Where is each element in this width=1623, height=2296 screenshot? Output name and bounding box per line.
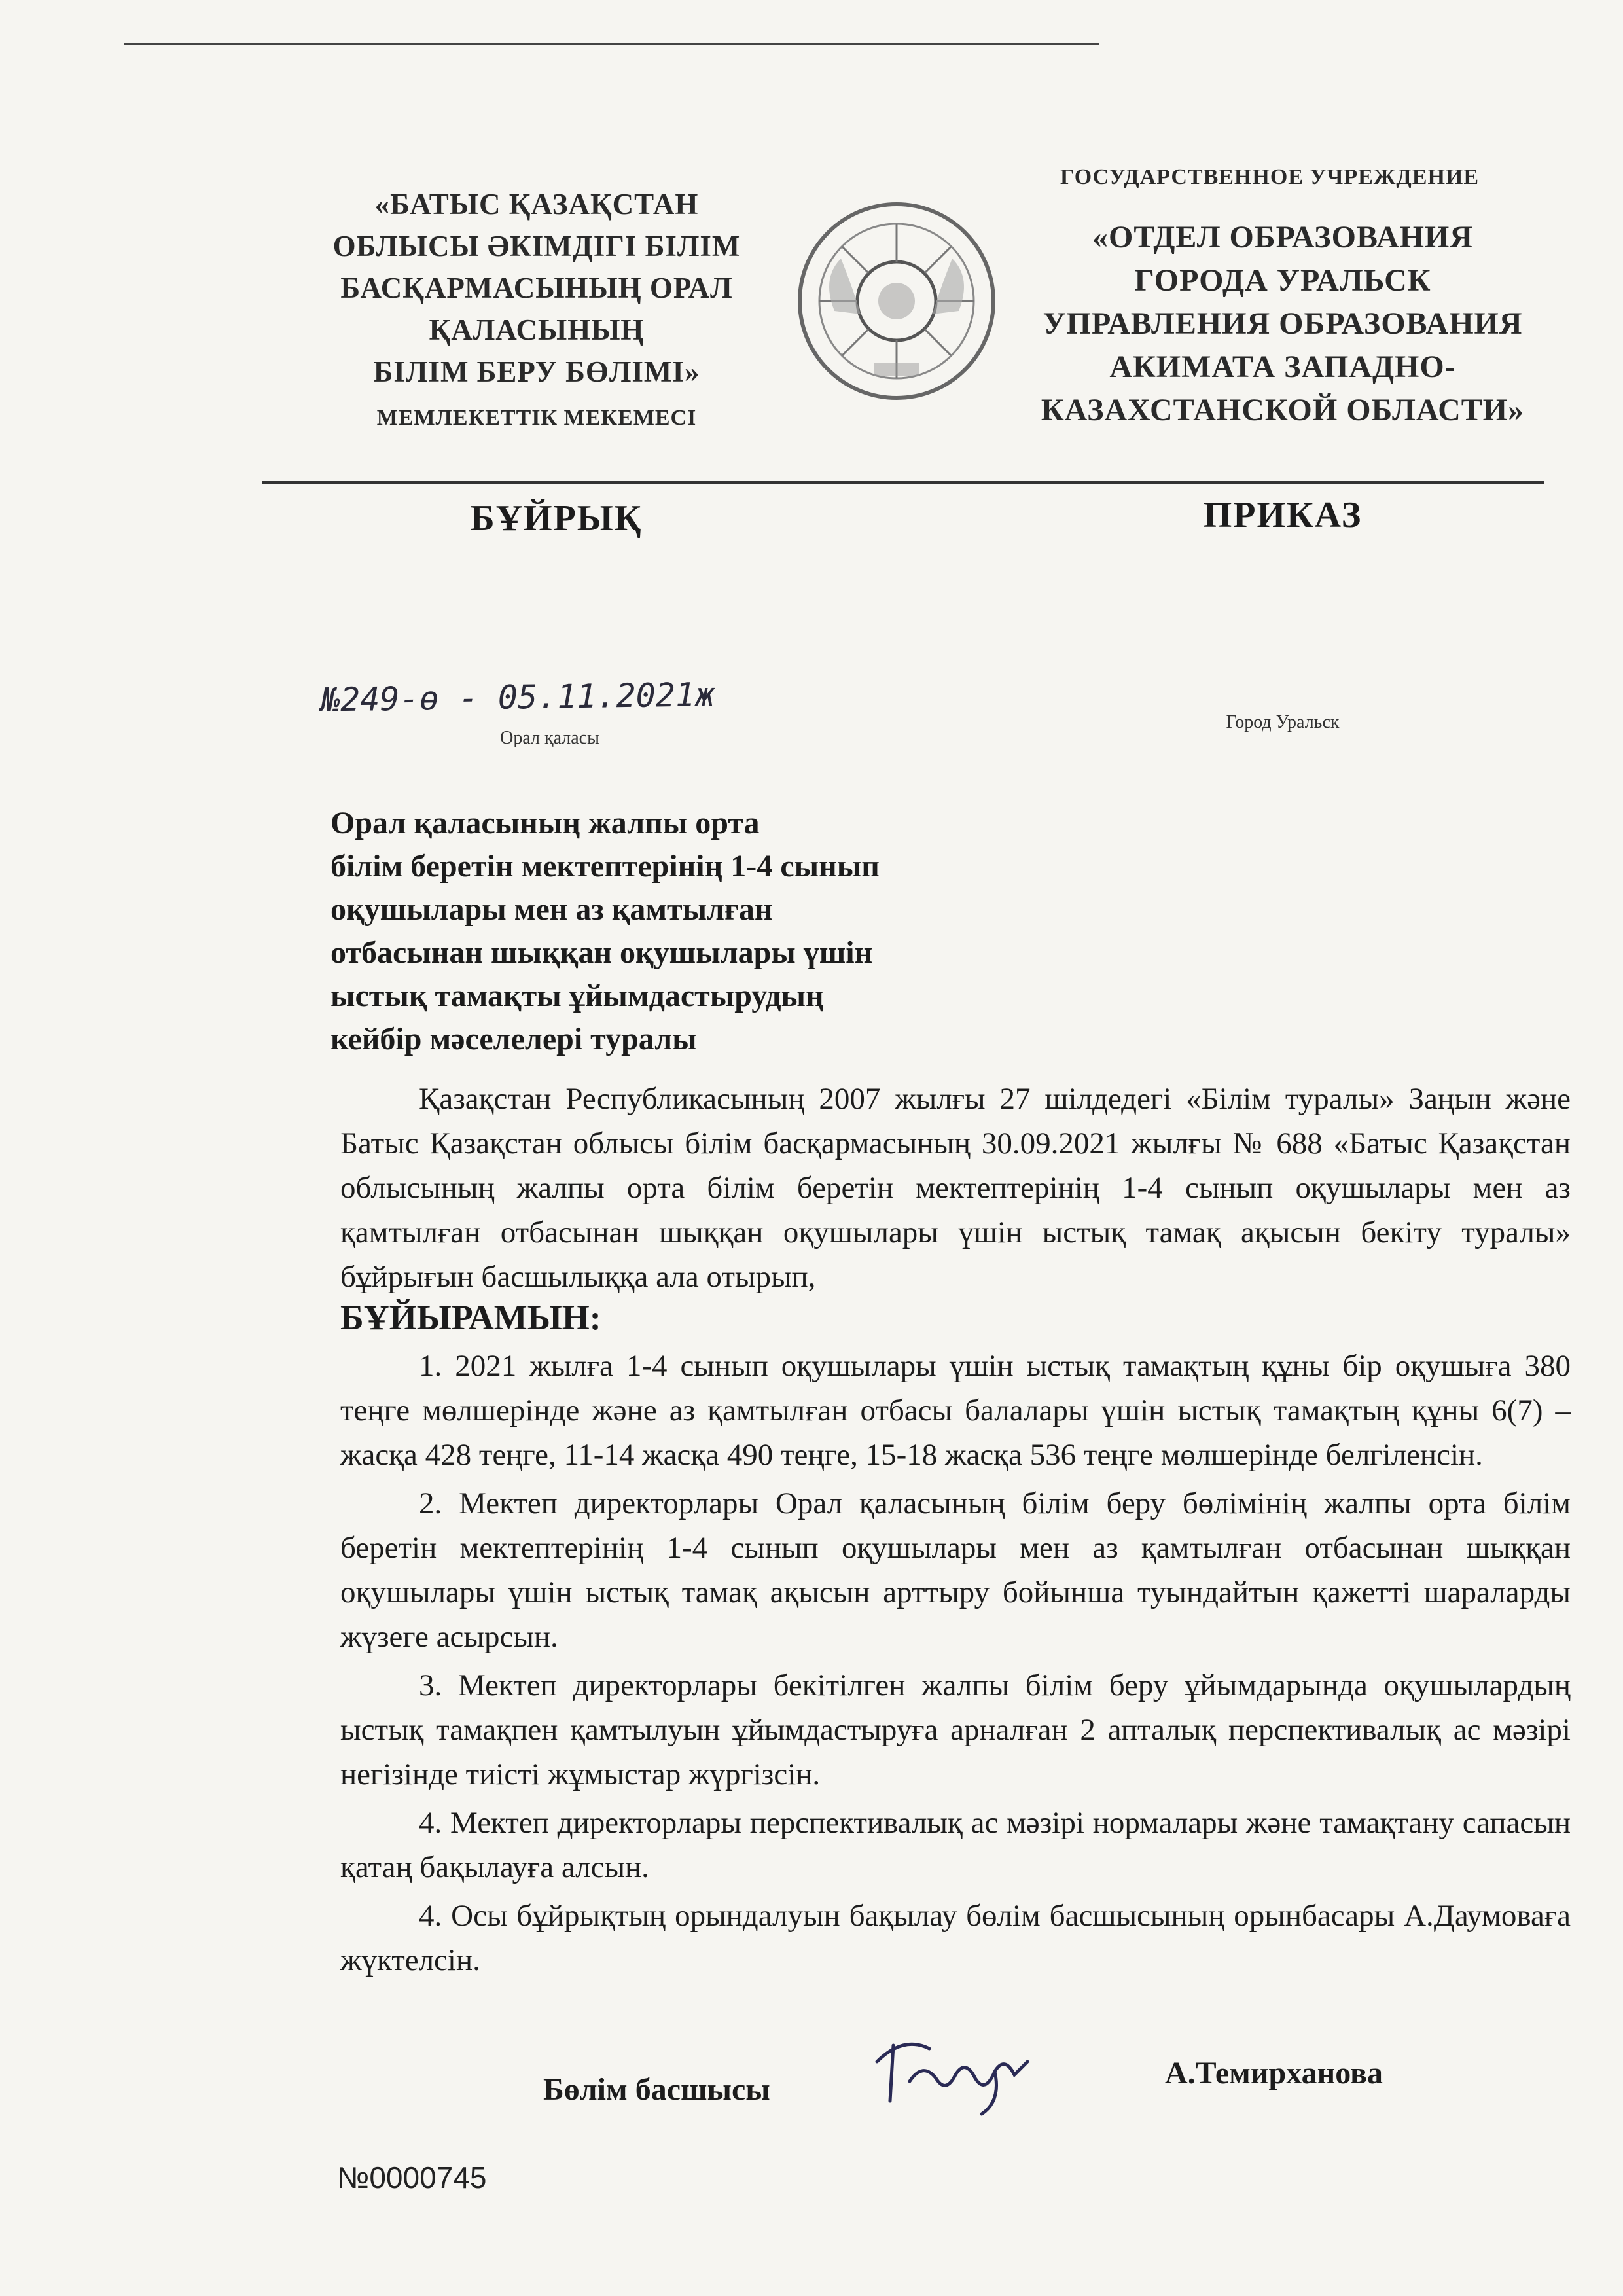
header-right-line: АКИМАТА ЗАПАДНО-: [1109, 350, 1456, 384]
header-left-org: [288, 183, 785, 393]
order-word: БҰЙЫРАМЫН:: [340, 1298, 601, 1337]
order-point: 4. Осы бұйрықтың орындалуын бақылау бөлім басшысының орынбасары А.Даумоваға жүктелсін.: [340, 1899, 1571, 1977]
header-left-line: ОБЛЫСЫ ӘКІМДІГІ БІЛІМ: [332, 230, 741, 262]
doc-type-kaz: БҰЙРЫҚ: [470, 498, 643, 539]
header-right-line: КАЗАХСТАНСКОЙ ОБЛАСТИ»: [1041, 393, 1525, 427]
state-emblem-icon: [795, 200, 998, 403]
order-body: [340, 1077, 1571, 1982]
header-right-org: [1021, 216, 1544, 432]
order-point: 3. Мектеп директорлары бекітілген жалпы білім беру ұйымдарында оқушылардың ыстық тамақпен қамтылуын ұйымдастыруға арналған 2 апталық перспективалық ас мәзірі негізінде тиісті жұмыстар жүргізсін.: [340, 1668, 1571, 1791]
header-right-line: УПРАВЛЕНИЯ ОБРАЗОВАНИЯ: [1043, 306, 1523, 341]
title-line: оқушылары мен аз қамтылған: [330, 892, 773, 927]
top-divider: [124, 43, 1099, 45]
place-kaz: Орал қаласы: [500, 728, 599, 748]
header-right-line: «ОТДЕЛ ОБРАЗОВАНИЯ: [1092, 220, 1473, 255]
signature-label: Бөлім басшысы: [543, 2072, 770, 2107]
header-left-line: БАСҚАРМАСЫНЫҢ ОРАЛ: [340, 272, 733, 304]
header-right-subtitle: ГОСУДАРСТВЕННОЕ УЧРЕЖДЕНИЕ: [1060, 165, 1480, 189]
doc-type-rus: ПРИКАЗ: [1203, 495, 1363, 535]
header-left-line: БІЛІМ БЕРУ БӨЛІМІ»: [373, 355, 700, 388]
form-serial-number: №0000745: [337, 2161, 487, 2195]
header-divider: [262, 481, 1544, 484]
order-point: 1. 2021 жылға 1-4 сынып оқушылары үшін ыстық тамақтың құны бір оқушыға 380 теңге мөлшерінде және аз қамтылған отбасы балалары үшін ыстық тамақтың құны 6(7) – жасқа 428 теңге, 11-14 жасқа 490 теңге, 15-18 жасқа 536 теңге мөлшерінде белгіленсін.: [340, 1349, 1571, 1472]
order-point: 2. Мектеп директорлары Орал қаласының білім беру бөлімінің жалпы орта білім беретін мектептерінің 1-4 сынып оқушылары мен аз қамтылған отбасынан шыққан оқушылары үшін ыстық тамақ ақысын арттыру бойынша туындайтын қажетті шараларды жүзеге асырсын.: [340, 1486, 1571, 1654]
header-left-line: ҚАЛАСЫНЫҢ: [429, 314, 645, 346]
signatory-name: А.Темирханова: [1165, 2056, 1383, 2090]
header-left-line: «БАТЫС ҚАЗАҚСТАН: [374, 188, 699, 221]
title-line: ыстық тамақты ұйымдастырудың: [330, 978, 824, 1013]
order-point: 4. Мектеп директорлары перспективалық ас мәзірі нормалары және тамақтану сапасын қатаң бақылауға алсын.: [340, 1806, 1571, 1884]
title-line: отбасынан шыққан оқушылары үшін: [330, 935, 873, 970]
registration-number: №249-ө - 05.11.2021ж: [320, 675, 715, 719]
header-left-subtitle: МЕМЛЕКЕТТІК МЕКЕМЕСІ: [376, 406, 697, 430]
handwritten-signature: [864, 2022, 1047, 2121]
title-line: білім беретін мектептерінің 1-4 сынып: [330, 849, 880, 884]
header-right-line: ГОРОДА УРАЛЬСК: [1134, 263, 1431, 298]
place-rus: Город Уральск: [1226, 712, 1340, 732]
title-line: кейбір мәселелері туралы: [330, 1022, 697, 1056]
preamble-paragraph: Қазақстан Республикасының 2007 жылғы 27 шілдедегі «Білім туралы» Заңын және Батыс Қазақстан облысы білім басқармасының 30.09.2021 жылғы № 688 «Батыс Қазақстан облысының жалпы орта білім беретін мектептерінің 1-4 сынып оқушылары мен аз қамтылған отбасынан шыққан оқушылары үшін ыстық тамақ ақысын бекіту туралы» бұйрығын басшылыққа ала отырып,: [340, 1082, 1571, 1294]
title-line: Орал қаласының жалпы орта: [330, 806, 760, 840]
order-title: [330, 802, 1050, 1061]
